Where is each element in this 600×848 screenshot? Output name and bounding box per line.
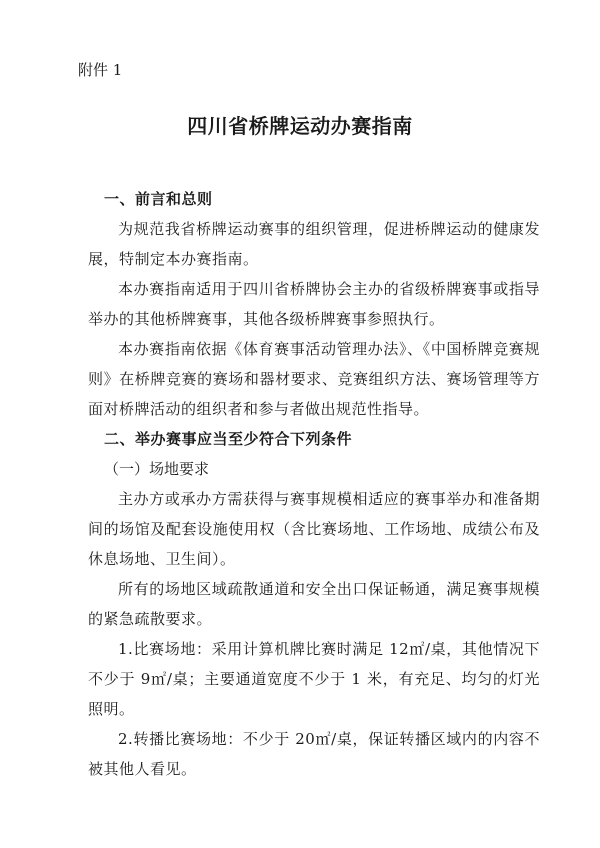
attachment-label: 附件 1 bbox=[78, 61, 123, 79]
section-heading-conditions: 二、举办赛事应当至少符合下列条件 bbox=[104, 430, 353, 448]
paragraph: 2.转播比赛场地：不少于 20㎡/桌，保证转播区域内的内容不被其他人看见。 bbox=[88, 730, 540, 778]
paragraph: 所有的场地区域疏散通道和安全出口保证畅通，满足赛事规模的紧急疏散要求。 bbox=[88, 580, 540, 628]
document-body bbox=[88, 184, 540, 784]
paragraph: 主办方或承办方需获得与赛事规模相适应的赛事举办和准备期间的场馆及配套设施使用权（含比赛场地、工作场地、成绩公布及休息场地、卫生间）。 bbox=[88, 490, 540, 568]
subsection-heading-venue: （一）场地要求 bbox=[104, 460, 210, 478]
paragraph: 为规范我省桥牌运动赛事的组织管理，促进桥牌运动的健康发展，特制定本办赛指南。 bbox=[88, 220, 540, 268]
paragraph: 1.比赛场地：采用计算机牌比赛时满足 12㎡/桌，其他情况下不少于 9㎡/桌；主要通道宽度不少于 1 米，有充足、均匀的灯光照明。 bbox=[88, 640, 540, 718]
page-title: 四川省桥牌运动办赛指南 bbox=[187, 114, 413, 138]
section-heading-preface: 一、前言和总则 bbox=[104, 190, 213, 208]
paragraph: 本办赛指南依据《体育赛事活动管理办法》、《中国桥牌竞赛规则》在桥牌竞赛的赛场和器材要求、竞赛组织方法、赛场管理等方面对桥牌活动的组织者和参与者做出规范性指导。 bbox=[88, 340, 540, 418]
paragraph: 本办赛指南适用于四川省桥牌协会主办的省级桥牌赛事或指导举办的其他桥牌赛事，其他各级桥牌赛事参照执行。 bbox=[88, 280, 540, 328]
